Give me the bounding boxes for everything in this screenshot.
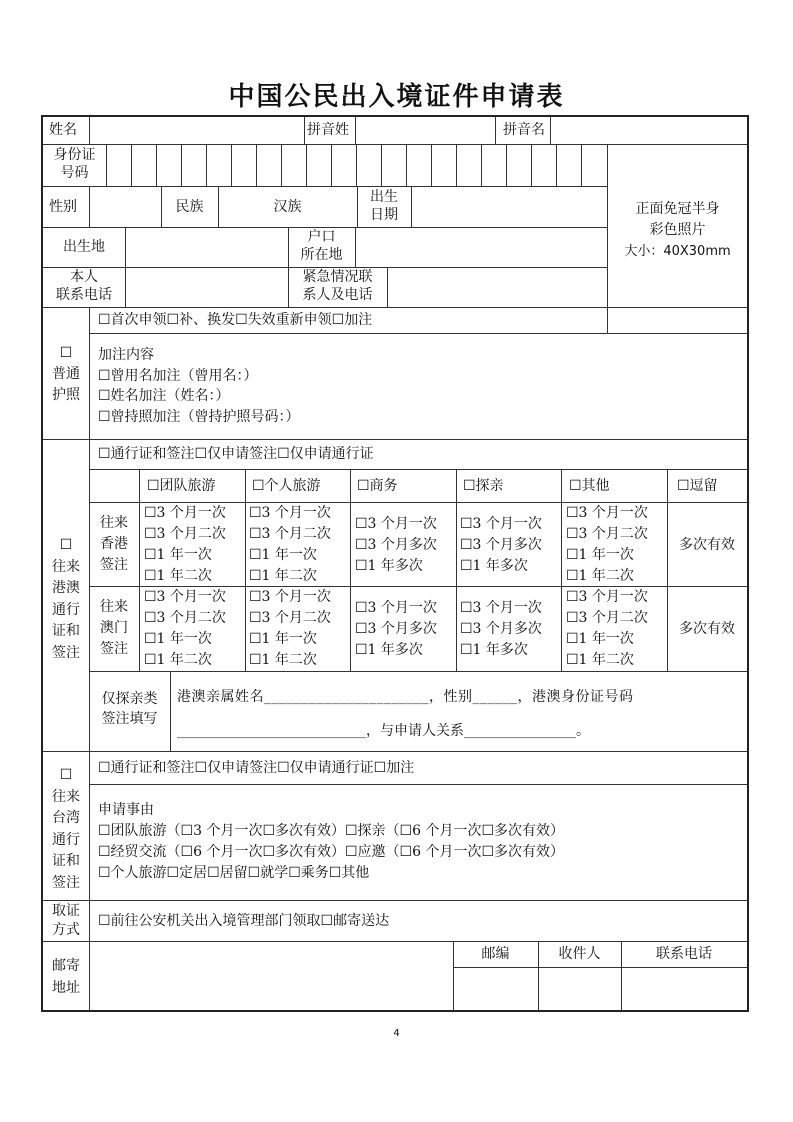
gender-label: 性别: [49, 199, 77, 215]
recipient-label: 收件人: [558, 946, 601, 962]
application-form-table: [41, 115, 749, 1012]
taiwan-reason-other[interactable]: ☐个人旅游☐定居☐居留☐就学☐乘务☐其他: [98, 865, 370, 881]
taiwan-reason-block: 申请事由 ☐团队旅游（☐3 个月一次☐多次有效）☐探亲（☐6 个月一次☐多次有效） ☐经贸交流（☐6 个月一次☐多次有效）☐应邀（☐6 个月一次☐多次有效） ☐个人旅游☐定居☐居留☐就学☐乘务☐其他: [98, 800, 564, 884]
pinyin-given-name-label: 拼音名: [503, 122, 545, 138]
pinyin-surname-label: 拼音姓: [307, 122, 349, 138]
hk-business-options[interactable]: ☐3 个月一次 ☐3 个月多次 ☐1 年多次: [355, 516, 437, 574]
type-individual-tour[interactable]: ☐个人旅游: [252, 478, 321, 494]
type-family-visit[interactable]: ☐探亲: [463, 478, 504, 494]
hk-other-options[interactable]: ☐3 个月一次 ☐3 个月二次 ☐1 年一次 ☐1 年二次: [566, 505, 648, 584]
passport-options[interactable]: ☐首次申领☐补、换发☐失效重新申领☐加注: [98, 312, 373, 328]
hkmo-options[interactable]: ☐通行证和签注☐仅申请签注☐仅申请通行证: [98, 446, 374, 462]
hk-stay-multi-entry: 多次有效: [679, 537, 735, 553]
emergency-contact-label: 紧急情况联 系人及电话: [302, 269, 373, 303]
passport-section-label: ☐ 普通 护照: [43, 343, 89, 406]
hkmo-section-label: ☐ 往来 港澳 通行 证和 签注: [43, 535, 89, 664]
ethnicity-label: 民族: [175, 199, 204, 215]
relative-info-line-1[interactable]: 港澳亲属姓名______________________，性别______，港澳身份证号码: [177, 689, 634, 705]
ethnicity-value: 汉族: [273, 199, 302, 215]
passport-checkbox[interactable]: ☐: [59, 345, 73, 361]
hk-individual-tour-options[interactable]: ☐3 个月一次 ☐3 个月二次 ☐1 年一次 ☐1 年二次: [249, 505, 331, 584]
name-field[interactable]: [90, 118, 303, 143]
taiwan-reason-trade-invite[interactable]: ☐经贸交流（☐6 个月一次☐多次有效）☐应邀（☐6 个月一次☐多次有效）: [98, 844, 565, 860]
mailing-address-field[interactable]: [90, 942, 452, 1009]
hkmo-checkbox[interactable]: ☐: [59, 537, 73, 553]
macao-individual-tour-options[interactable]: ☐3 个月一次 ☐3 个月二次 ☐1 年一次 ☐1 年二次: [249, 589, 331, 668]
hk-group-tour-options[interactable]: ☐3 个月一次 ☐3 个月二次 ☐1 年一次 ☐1 年二次: [144, 505, 226, 584]
hk-endorsement-label: 往来 香港 签注: [100, 515, 128, 573]
taiwan-checkbox[interactable]: ☐: [59, 767, 73, 783]
taiwan-section-label: ☐ 往来 台湾 通行 证和 签注: [43, 765, 89, 894]
phone-label: 本人 联系电话: [56, 269, 112, 303]
name-label: 姓名: [49, 122, 77, 138]
type-business[interactable]: ☐商务: [357, 478, 398, 494]
hukou-label: 户口 所在地: [300, 229, 343, 263]
family-visit-only-label: 仅探亲类 签注填写: [101, 691, 158, 727]
photo-instruction: 正面免冠半身: [635, 201, 720, 217]
taiwan-options[interactable]: ☐通行证和签注☐仅申请签注☐仅申请通行证☐加注: [98, 760, 415, 776]
form-title: 中国公民出入境证件申请表: [228, 82, 565, 112]
page-number: 4: [393, 1028, 400, 1039]
photo-box: [608, 199, 747, 262]
former-name-endorsement-option[interactable]: ☐曾用名加注（曾用名：）: [98, 367, 258, 384]
hk-family-visit-options[interactable]: ☐3 个月一次 ☐3 个月多次 ☐1 年多次: [460, 516, 542, 574]
name-endorsement-option[interactable]: ☐姓名加注（姓名：）: [98, 388, 230, 404]
macao-endorsement-label: 往来 澳门 签注: [100, 599, 128, 657]
contact-phone-label: 联系电话: [656, 946, 712, 962]
birthplace-label: 出生地: [63, 239, 105, 255]
type-other[interactable]: ☐其他: [569, 478, 610, 494]
taiwan-reason-tour-visit[interactable]: ☐团队旅游（☐3 个月一次☐多次有效）☐探亲（☐6 个月一次☐多次有效）: [98, 823, 565, 839]
birth-date-label: 出生 日期: [370, 189, 398, 223]
macao-family-visit-options[interactable]: ☐3 个月一次 ☐3 个月多次 ☐1 年多次: [460, 600, 542, 658]
pickup-method-label: 取证 方式: [52, 903, 80, 938]
id-number-field[interactable]: [107, 145, 606, 185]
pinyin-given-name-field[interactable]: [551, 118, 747, 143]
photo-color-note: 彩色照片: [649, 222, 706, 238]
photo-size: 大小：40X30mm: [624, 244, 731, 259]
passport-endorsement-block: 加注内容 ☐曾用名加注（曾用名：） ☐姓名加注（姓名：） ☐曾持照加注（曾持护照号码：）: [98, 345, 300, 427]
macao-stay-multi-entry: 多次有效: [679, 621, 735, 637]
id-number-label: 身份证 号码: [53, 147, 96, 181]
former-passport-endorsement-option[interactable]: ☐曾持照加注（曾持护照号码：）: [98, 408, 300, 425]
mailing-address-label: 邮寄 地址: [52, 958, 80, 996]
macao-group-tour-options[interactable]: ☐3 个月一次 ☐3 个月二次 ☐1 年一次 ☐1 年二次: [144, 589, 226, 668]
zip-code-label: 邮编: [481, 946, 510, 962]
pinyin-surname-field[interactable]: [356, 118, 494, 143]
macao-other-options[interactable]: ☐3 个月一次 ☐3 个月二次 ☐1 年一次 ☐1 年二次: [566, 589, 648, 668]
macao-business-options[interactable]: ☐3 个月一次 ☐3 个月多次 ☐1 年多次: [355, 600, 437, 658]
relative-info-line-2[interactable]: ___________________________，与申请人关系________________。: [177, 723, 590, 739]
type-group-tour[interactable]: ☐团队旅游: [147, 478, 216, 494]
pickup-method-options[interactable]: ☐前往公安机关出入境管理部门领取☐邮寄送达: [98, 913, 390, 929]
type-stay[interactable]: ☐逗留: [677, 478, 718, 494]
